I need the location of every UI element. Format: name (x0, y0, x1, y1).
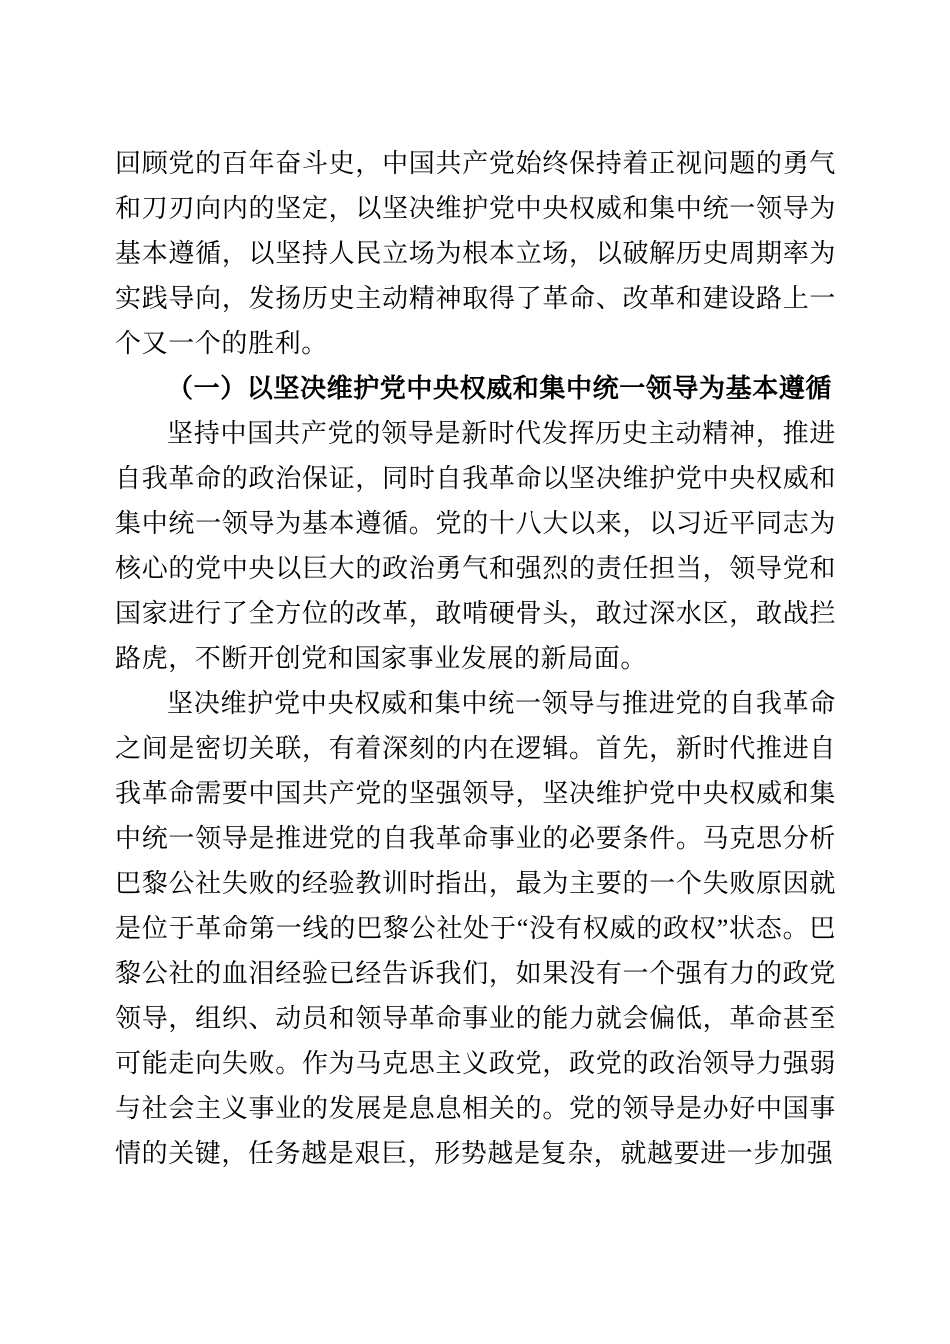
paragraph-body: 坚持中国共产党的领导是新时代发挥历史主动精神，推进自我革命的政治保证，同时自我革命以坚决维护党中央权威和集中统一领导为基本遵循。党的十八大以来，以习近平同志为核心的党中央以巨大的政治勇气和强烈的责任担当，领导党和国家进行了全方位的改革，敢啃硬骨头，敢过深水区，敢战拦路虎，不断开创党和国家事业发展的新局面。 (115, 419, 836, 673)
section-heading: （一）以坚决维护党中央权威和集中统一领导为基本遵循 (167, 374, 833, 403)
paragraph-body: 坚决维护党中央权威和集中统一领导与推进党的自我革命之间是密切关联，有着深刻的内在逻辑。首先，新时代推进自我革命需要中国共产党的坚强领导，坚决维护党中央权威和集中统一领导是推进党的自我革命事业的必要条件。马克思分析巴黎公社失败的经验教训时指出，最为主要的一个失败原因就是位于革命第一线的巴黎公社处于“没有权威的政权”状态。巴黎公社的血泪经验已经告诉我们，如果没有一个强有力的政党领导，组织、动员和领导革命事业的能力就会偏低，革命甚至可能走向失败。作为马克思主义政党，政党的政治领导力强弱与社会主义事业的发展是息息相关的。党的领导是办好中国事情的关键，任务越是艰巨，形势越是复杂，就越要进一步加强 (115, 689, 836, 1168)
paragraph-body-continuation: 回顾党的百年奋斗史，中国共产党始终保持着正视问题的勇气和刀刃向内的坚定，以坚决维护党中央权威和集中统一领导为基本遵循，以坚持人民立场为根本立场，以破解历史周期率为实践导向，发扬历史主动精神取得了革命、改革和建设路上一个又一个的胜利。 (115, 149, 836, 358)
